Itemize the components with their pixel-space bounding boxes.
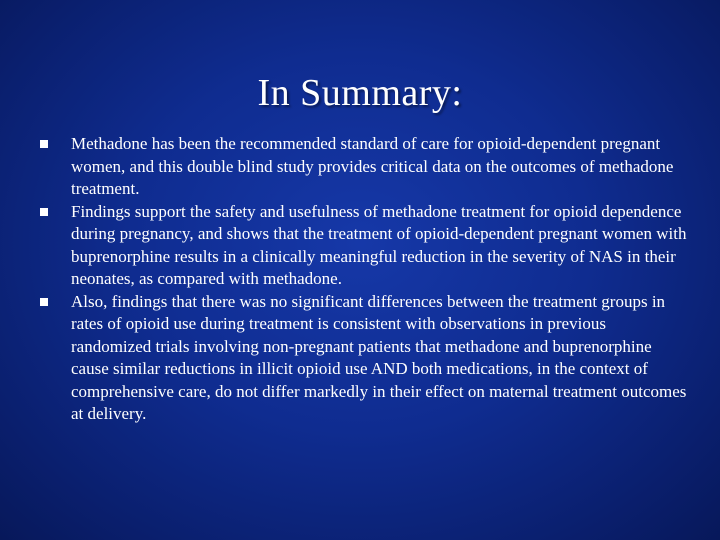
bullet-item	[40, 291, 690, 426]
square-bullet-icon	[40, 208, 48, 216]
bullet-text: Findings support the safety and usefulness of methadone treatment for opioid dependence during pregnancy, and shows that the treatment of opioid-dependent pregnant women with buprenorphine results in a clinically meaningful reduction in the severity of NAS in their neonates, as compared with methadone.	[71, 201, 687, 288]
slide-title: In Summary:	[257, 72, 463, 115]
bullet-text: Methadone has been the recommended standard of care for opioid-dependent pregnant women, and this double blind study provides critical data on the outcomes of methadone treatment.	[71, 134, 674, 198]
bullet-item	[40, 133, 690, 201]
bullet-item	[40, 201, 690, 291]
bullet-list	[40, 133, 690, 426]
square-bullet-icon	[40, 140, 48, 148]
bullet-text: Also, findings that there was no significant differences between the treatment groups in rates of opioid use during treatment is consistent with observations in previous randomized trials involving non-pregnant patients that methadone and buprenorphine cause similar reductions in illicit opioid use AND both medications, in the context of comprehensive care, do not differ markedly in their effect on maternal treatment outcomes at delivery.	[71, 291, 687, 423]
square-bullet-icon	[40, 298, 48, 306]
